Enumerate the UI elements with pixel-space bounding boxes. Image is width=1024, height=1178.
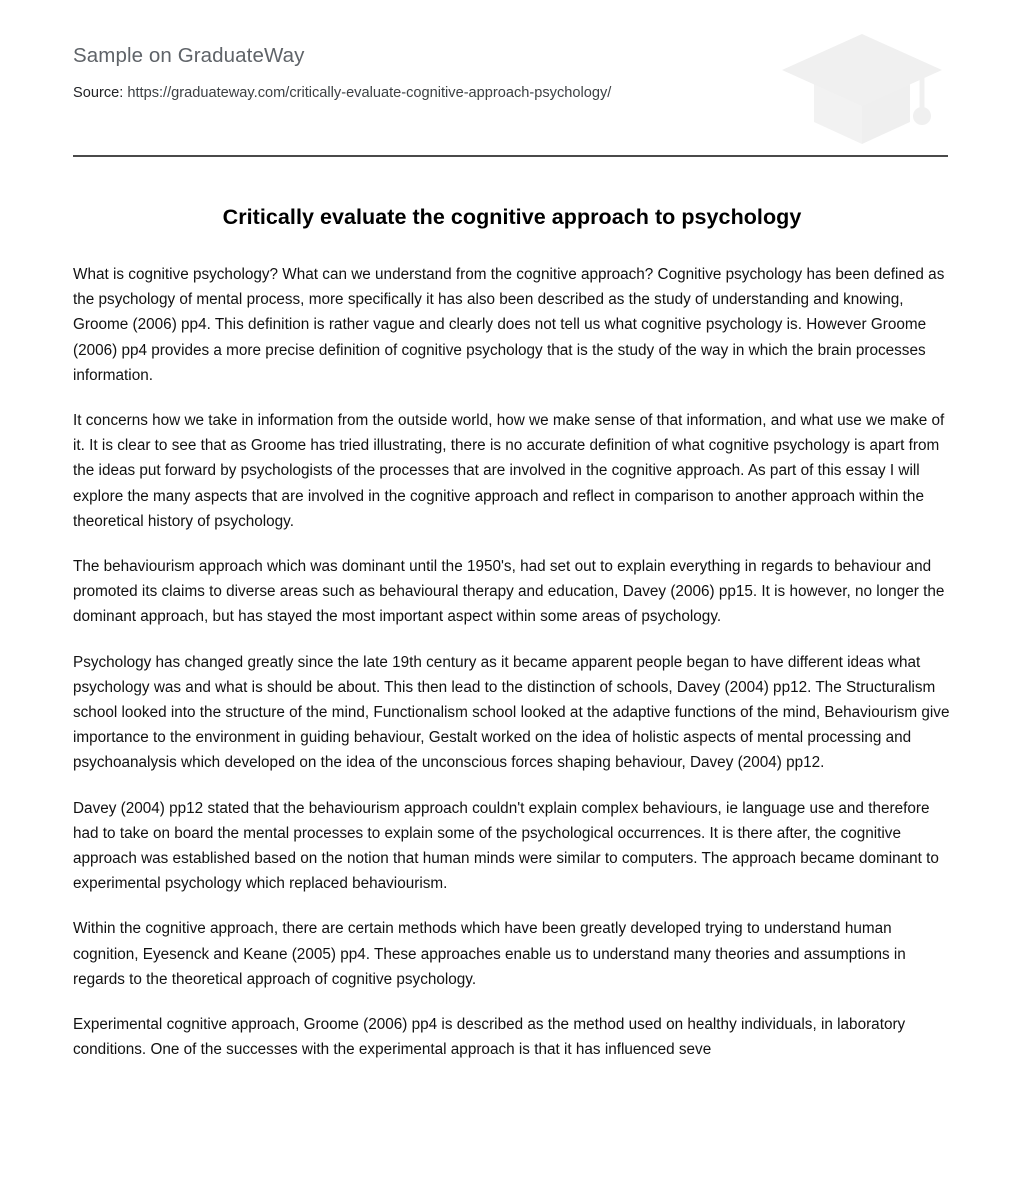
source-line (73, 82, 950, 104)
body-paragraph: What is cognitive psychology? What can we understand from the cognitive approach? Cognitive psychology has been defined as the psychology of mental process, more specifically it has also been described as the study of understanding and knowing, Groome (2006) pp4. This definition is rather vague and clearly does not tell us what cognitive psychology is. However Groome (2006) pp4 provides a more precise definition of cognitive psychology that is the study of the way in which the brain processes information. (73, 266, 945, 384)
source-url[interactable]: https://graduateway.com/critically-evaluate-cognitive-approach-psychology/ (123, 85, 612, 101)
document-body (0, 262, 1024, 1062)
document-header (0, 0, 1024, 156)
header-divider (73, 155, 948, 157)
page-title: Critically evaluate the cognitive approach to psychology (222, 205, 802, 229)
brand-title: Sample on GraduateWay (73, 44, 305, 67)
body-paragraph: The behaviourism approach which was dominant until the 1950's, had set out to explain everything in regards to behaviour and promoted its claims to diverse areas such as behavioural therapy and education, Davey (2006) pp15. It is however, no longer the dominant approach, but has stayed the most important aspect within some areas of psychology. (73, 558, 945, 626)
body-paragraph: Psychology has changed greatly since the late 19th century as it became apparent people began to have different ideas what psychology was and what is should be about. This then lead to the distinction of schools, Davey (2004) pp12. The Structuralism school looked into the structure of the mind, Functionalism school looked at the adaptive functions of the mind, Behaviourism give importance to the environment in guiding behaviour, Gestalt worked on the idea of holistic aspects of mental processing and psychoanalysis which developed on the idea of the unconscious forces shaping behaviour, Davey (2004) pp12. (73, 653, 950, 772)
body-paragraph: Within the cognitive approach, there are certain methods which have been greatly developed trying to understand human cognition, Eyesenck and Keane (2005) pp4. These approaches enable us to understand many theories and assumptions in regards to the theoretical approach of cognitive psychology. (73, 920, 906, 988)
body-paragraph: Davey (2004) pp12 stated that the behaviourism approach couldn't explain complex behaviours, ie language use and therefore had to take on board the mental processes to explain some of the psychological occurrences. It is there after, the cognitive approach was established based on the notion that human minds were similar to computers. The approach became dominant to experimental psychology which replaced behaviourism. (73, 799, 939, 893)
source-label: Source: (73, 85, 124, 101)
body-paragraph: It concerns how we take in information from the outside world, how we make sense of that information, and what use we make of it. It is clear to see that as Groome has tried illustrating, there is no accurate definition of what cognitive psychology is apart from the ideas put forward by psychologists of the processes that are involved in the cognitive approach. As part of this essay I will explore the many aspects that are involved in the cognitive approach and reflect in comparison to another approach within the theoretical history of psychology. (73, 412, 945, 530)
body-paragraph: Experimental cognitive approach, Groome (2006) pp4 is described as the method used on healthy individuals, in laboratory conditions. One of the successes with the experimental approach is that it has influenced seve (73, 1016, 906, 1059)
